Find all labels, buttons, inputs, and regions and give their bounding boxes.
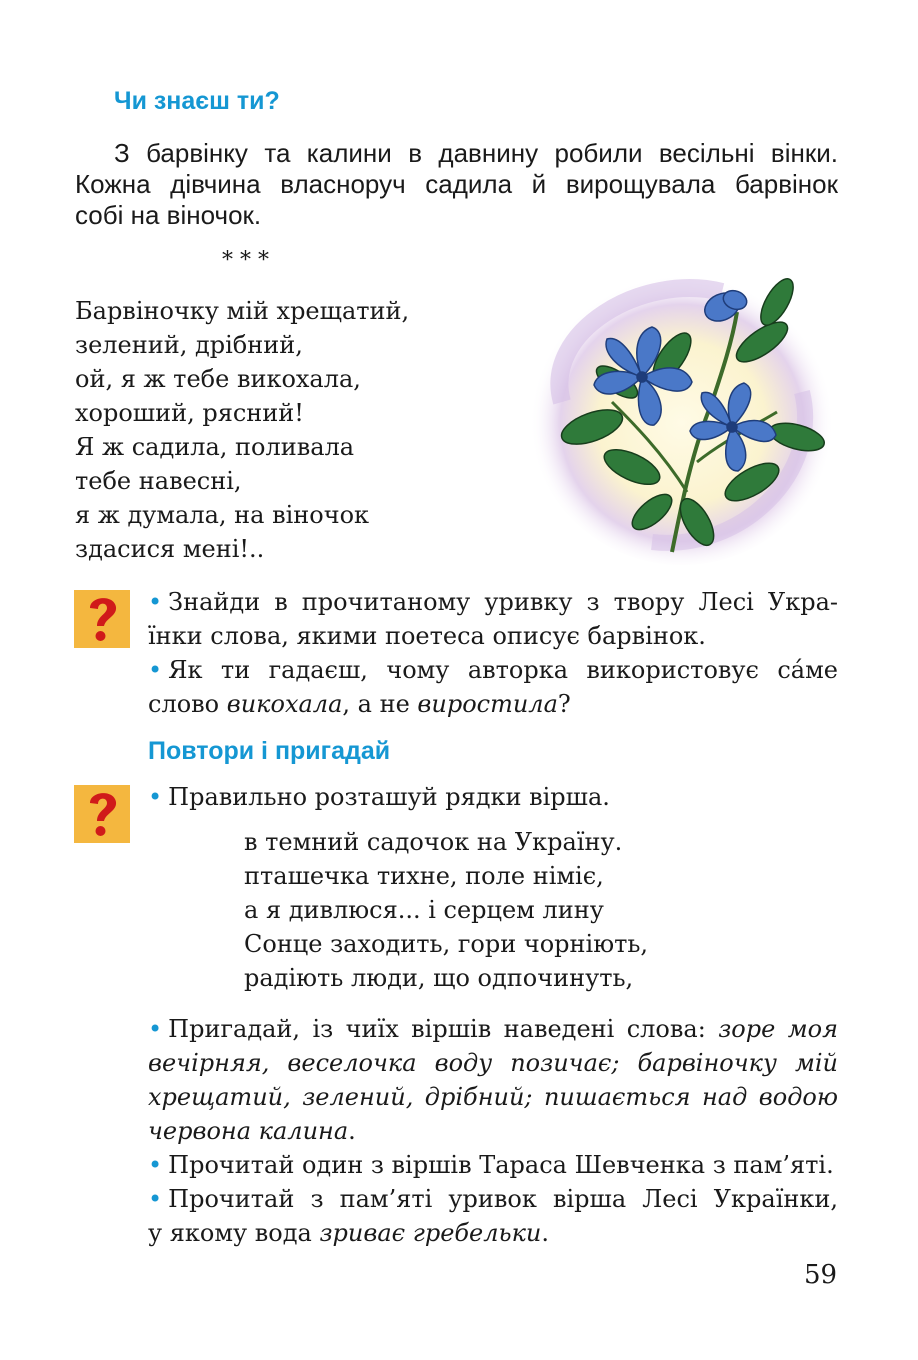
review-task-2-line-4: червона калина. xyxy=(148,1117,356,1145)
poem-line-2: зелений, дрібний, xyxy=(75,331,303,359)
review-task-2-line-3: хрещатий, зелений, дрібний; пишається над водою xyxy=(148,1083,838,1111)
poem xyxy=(75,294,409,566)
bullet-icon: • xyxy=(148,783,163,811)
poem-line-1: Барвіночку мій хрещатий, xyxy=(75,297,410,325)
review-task-2: • Пригадай, із чиїх віршів наведені слова: зоре моя xyxy=(148,1015,838,1043)
poem-line-3: ой, я ж тебе викохала, xyxy=(75,365,361,393)
question-mark-icon xyxy=(74,590,130,648)
review-task-2-line-2: вечірняя, веселочка воду позичає; барвіночку мій xyxy=(148,1049,838,1077)
paragraph-line-2: Кожна дівчина власноруч садила й вирощувала барвінок xyxy=(75,169,838,199)
question-1: • Знайди в прочитаному уривку з твору Лесі Укра- xyxy=(148,588,838,616)
verse-line-2: пташечка тихне, поле німіє, xyxy=(244,862,604,890)
paragraph-line-1: З барвінку та калини в давнину робили весільні вінки. xyxy=(114,138,838,168)
poem-line-6: тебе навесні, xyxy=(75,467,242,495)
review-heading: Повтори і пригадай xyxy=(148,737,391,765)
question-2: • Як ти гадаєш, чому авторка використовує са́ме xyxy=(148,656,838,684)
questions-block-1 xyxy=(148,585,838,721)
bullet-icon: • xyxy=(148,1185,163,1213)
poem-stars: * * * xyxy=(222,248,269,273)
poem-line-8: здасися мені!.. xyxy=(75,535,265,563)
review-tasks xyxy=(148,1012,838,1250)
poem-line-7: я ж думала, на віночок xyxy=(75,501,370,529)
verse-line-4: Сонце заходить, гори чорніють, xyxy=(244,930,649,958)
verse-line-3: а я дивлюся... і серцем лину xyxy=(244,896,604,924)
did-you-know-heading: Чи знаєш ти? xyxy=(114,87,280,115)
question-1-cont: їнки слова, якими поетеса описує барвінок. xyxy=(148,622,706,650)
scrambled-verse xyxy=(244,825,648,995)
question-2-cont: слово викохала, а не виростила? xyxy=(148,690,571,718)
bullet-icon: • xyxy=(148,588,163,616)
did-you-know-paragraph xyxy=(75,138,838,231)
question-mark-icon xyxy=(74,785,130,843)
verse-line-1: в темний садочок на Україну. xyxy=(244,828,623,856)
page-number: 59 xyxy=(804,1260,838,1290)
bullet-icon: • xyxy=(148,656,163,684)
review-task-4-line-2: у якому вода зриває гребельки. xyxy=(148,1219,550,1247)
poem-line-4: хороший, рясний! xyxy=(75,399,304,427)
periwinkle-flower-illustration xyxy=(522,252,838,568)
paragraph-line-3: собі на віночок. xyxy=(75,200,262,230)
verse-line-5: радіють люди, що одпочинуть, xyxy=(244,964,634,992)
review-task-3: • Прочитай один з віршів Тараса Шевченка з пам’яті. xyxy=(148,1151,834,1179)
review-task-1: • Правильно розташуй рядки вірша. xyxy=(148,783,610,811)
review-task-4: • Прочитай з пам’яті уривок вірша Лесі Українки, xyxy=(148,1185,838,1213)
bullet-icon: • xyxy=(148,1015,163,1043)
poem-line-5: Я ж садила, поливала xyxy=(75,433,355,461)
bullet-icon: • xyxy=(148,1151,163,1179)
